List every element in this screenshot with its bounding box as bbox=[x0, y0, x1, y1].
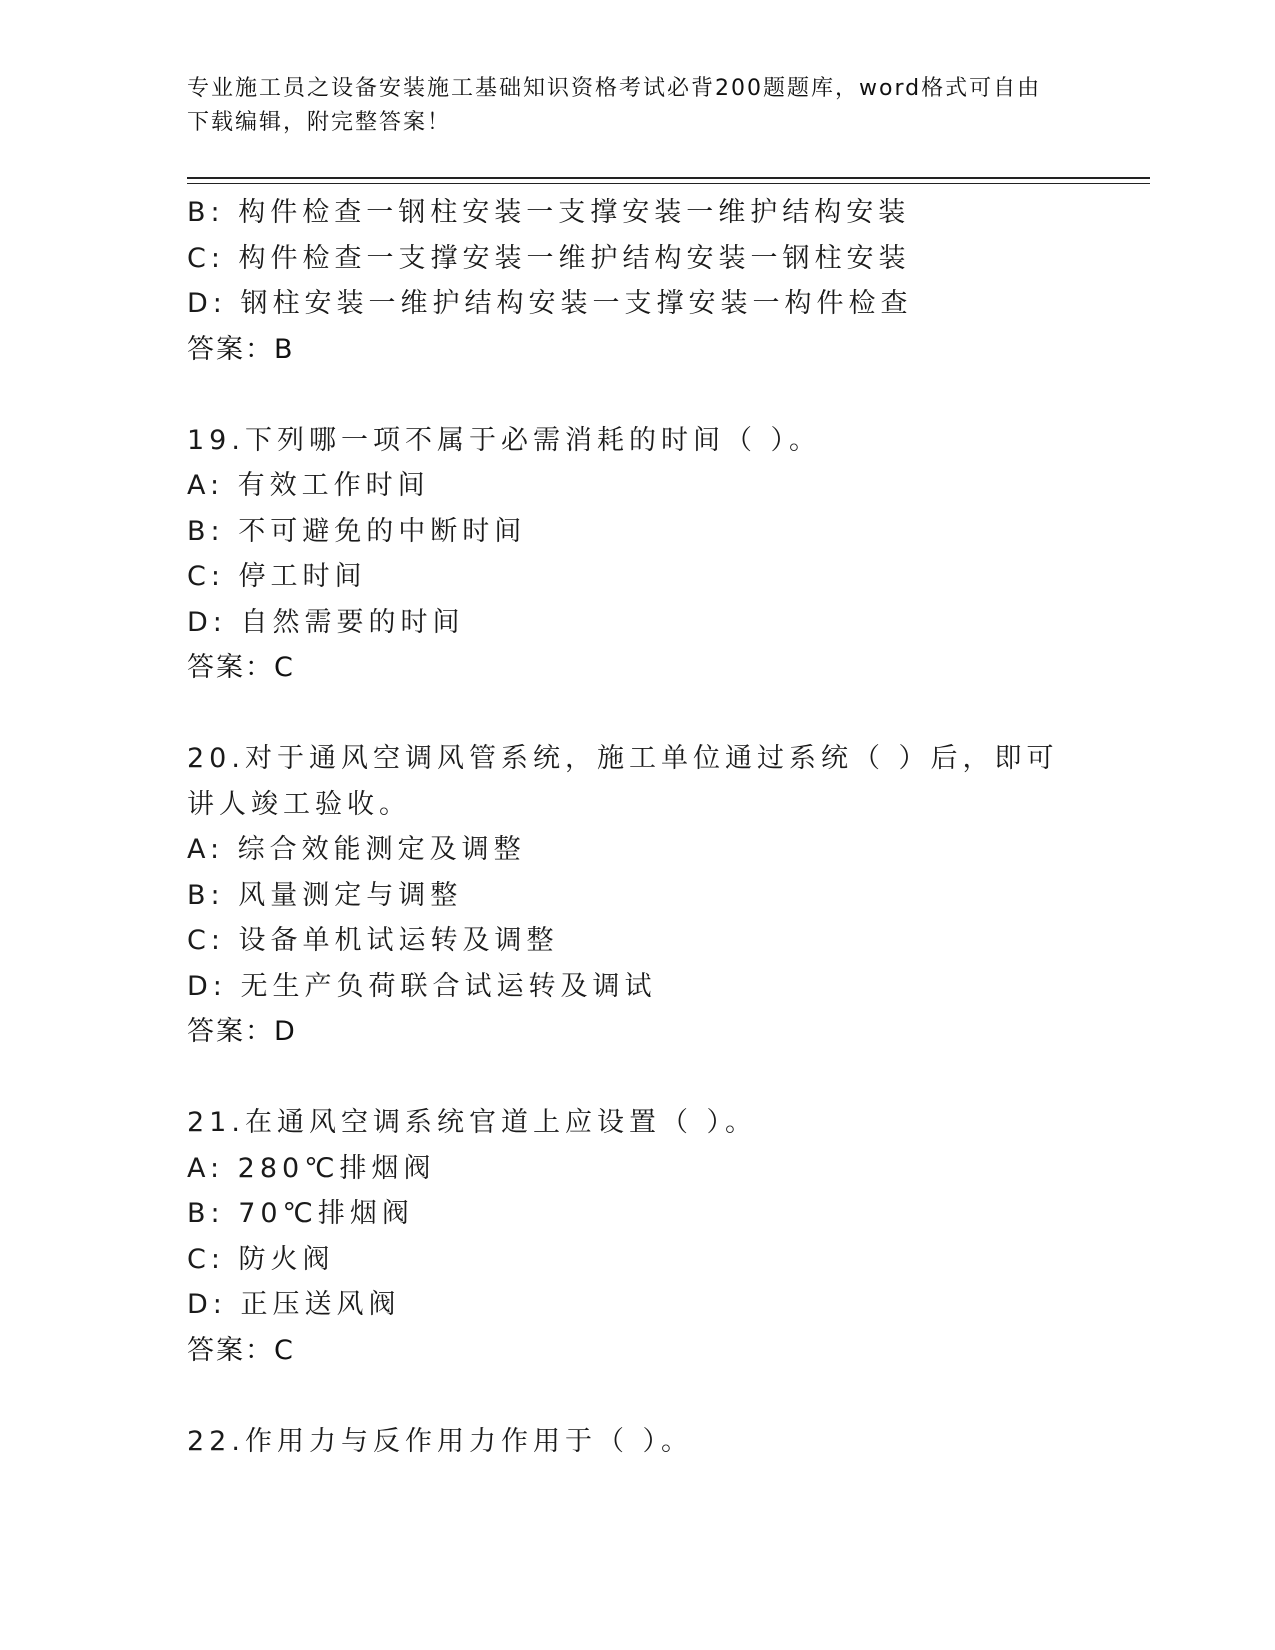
q20-option-c: C: 设备单机试运转及调整 bbox=[187, 925, 559, 956]
q18-option-c: C: 构件检查一支撑安装一维护结构安装一钢柱安装 bbox=[187, 242, 911, 274]
spacer bbox=[187, 1373, 1087, 1419]
q19-option-b: B: 不可避免的中断时间 bbox=[187, 515, 527, 547]
question-21-block bbox=[187, 1100, 1087, 1373]
q20-option-d: D: 无生产负荷联合试运转及调试 bbox=[187, 970, 657, 1002]
header-line-2: 下载编辑，附完整答案！ bbox=[187, 110, 452, 135]
q21-question: 21.在通风空调系统官道上应设置（ ）。 bbox=[187, 1107, 758, 1138]
q18-option-b: B: 构件检查一钢柱安装一支撑安装一维护结构安装 bbox=[187, 197, 911, 228]
q22-question: 22.作用力与反作用力作用于（ ）。 bbox=[187, 1425, 694, 1457]
q19-option-c: C: 停工时间 bbox=[187, 561, 367, 592]
q21-option-d: D: 正压送风阀 bbox=[187, 1289, 401, 1320]
q19-question: 19.下列哪一项不属于必需消耗的时间（ ）。 bbox=[187, 424, 822, 456]
spacer bbox=[187, 1055, 1087, 1101]
question-22-block bbox=[187, 1419, 1087, 1465]
q21-option-a: A: 280℃排烟阀 bbox=[187, 1152, 436, 1184]
q18-answer: 答案：B bbox=[187, 333, 295, 365]
q21-option-c: C: 防火阀 bbox=[187, 1243, 335, 1275]
q19-option-d: D: 自然需要的时间 bbox=[187, 606, 465, 638]
question-18-block bbox=[187, 190, 1087, 372]
question-19-block bbox=[187, 418, 1087, 691]
header-divider-thick bbox=[187, 177, 1150, 179]
q20-option-a: A: 综合效能测定及调整 bbox=[187, 834, 526, 865]
spacer bbox=[187, 372, 1087, 418]
q21-answer: 答案：C bbox=[187, 1334, 295, 1366]
q19-answer: 答案：C bbox=[187, 652, 295, 683]
q20-question: 20.对于通风空调风管系统，施工单位通过系统（ ）后，即可讲人竣工验收。 bbox=[187, 743, 1059, 820]
question-20-block bbox=[187, 736, 1087, 1055]
q20-option-b: B: 风量测定与调整 bbox=[187, 879, 463, 911]
q18-option-d: D: 钢柱安装一维护结构安装一支撑安装一构件检查 bbox=[187, 288, 913, 319]
header-line-1: 专业施工员之设备安装施工基础知识资格考试必背200题题库，word格式可自由 bbox=[187, 76, 1042, 101]
q21-option-b: B: 70℃排烟阀 bbox=[187, 1198, 414, 1229]
header-divider-thin bbox=[187, 183, 1150, 184]
question-list bbox=[187, 190, 1087, 1464]
q19-option-a: A: 有效工作时间 bbox=[187, 470, 430, 501]
document-header bbox=[187, 72, 1067, 140]
spacer bbox=[187, 691, 1087, 737]
q20-answer: 答案：D bbox=[187, 1016, 297, 1047]
